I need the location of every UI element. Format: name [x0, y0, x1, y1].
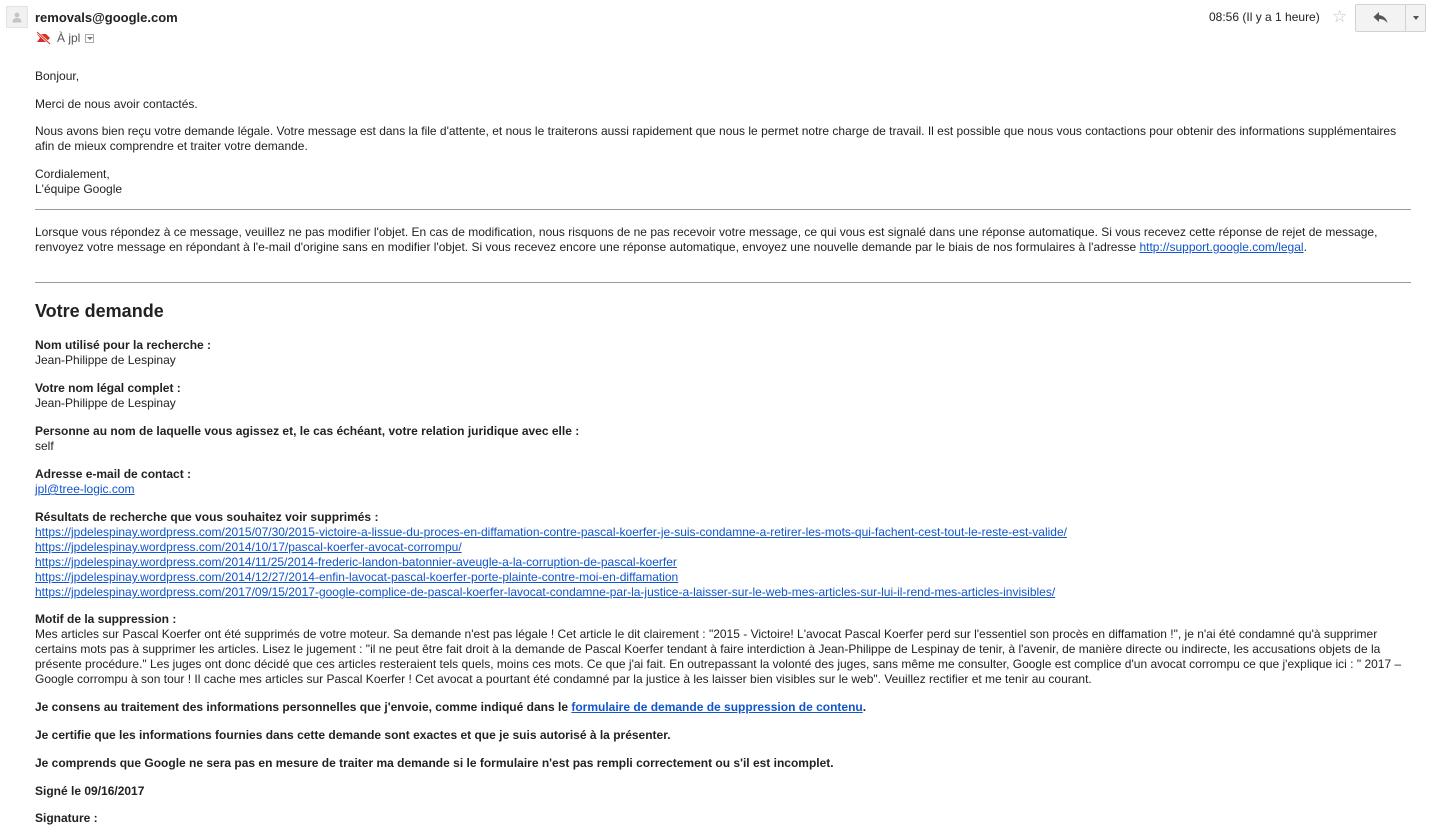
consent-end: .	[862, 700, 867, 714]
recipient-label: À jpl	[57, 31, 81, 45]
field-value: self	[35, 439, 54, 453]
sender-email[interactable]: removals@google.com	[35, 10, 178, 25]
signoff-line: Cordialement,	[35, 167, 110, 181]
signoff	[35, 167, 122, 197]
notice-body: Lorsque vous répondez à ce message, veuillez ne pas modifier l'objet. En cas de modification, nous risquons de ne pas recevoir votre message, ce qui vous est signalé dans une réponse automatique. Si vous recevez cette réponse de rejet de message, renvoyez votre message en répondant à l'e-mail d'origine sans en modifier l'objet. Si vous recevez encore une réponse automatique, envoyez une nouvelle demande par le biais de nos formulaires à l'adresse	[35, 225, 1378, 254]
field-value: Mes articles sur Pascal Koerfer ont été supprimés de votre moteur. Sa demande n'est pas légale ! Cet article le dit clairement : "2015 - Victoire! L'avocat Pascal Koerfer perd sur l'essentiel son procès en diffamation !", je n'ai été condamné qu'à supprimer certains mots pas à supprimer les articles. Lisez le jugement : "il ne peut être fait droit à la demande de Pascal Koerfer tendant à faire interdiction à Jean-Philippe de Lespinay de tenir, à l'avenir, de manière directe ou indirecte, les accusations objets de la présente procédure." Les juges ont donc décidé que ces articles resteraient tels quels, moins ces mots. Ce que j'ai fait. En outrepassant la volonté des juges, sans même me consulter, Google est complice d'un avocat corrompu ce que j'explique ici : " 2017 – Google corrompu à son tour ! Il cache mes articles sur Pascal Koerfer ! Cet avocat a pourtant été condamné par la justice à les laisser bien visibles sur le web". Veuillez rectifier et me tenir au courant.	[35, 627, 1402, 686]
message-time: 08:56 (Il y a 1 heure)	[1209, 10, 1320, 24]
notice-end: .	[1303, 240, 1307, 254]
signoff-team: L'équipe Google	[35, 182, 123, 196]
important-marker-icon[interactable]	[36, 31, 52, 45]
field-value: Jean-Philippe de Lespinay	[35, 353, 176, 367]
result-link[interactable]: https://jpdelespinay.wordpress.com/2014/12/27/2014-enfin-lavocat-pascal-koerfer-porte-plainte-contre-moi-en-diffamation	[35, 570, 679, 584]
certify-statement: Je certifie que les informations fournies dans cette demande sont exactes et que je suis autorisé à la présenter.	[35, 728, 671, 742]
greeting: Bonjour,	[35, 69, 80, 83]
legal-name-field	[35, 381, 1411, 411]
on-behalf-field	[35, 424, 1411, 454]
result-link[interactable]: https://jpdelespinay.wordpress.com/2014/10/17/pascal-koerfer-avocat-corrompu/	[35, 540, 462, 554]
consent-text: Je consens au traitement des informations personnelles que j'envoie, comme indiqué dans le	[35, 700, 572, 714]
more-options-caret-icon[interactable]	[1405, 5, 1426, 31]
result-link[interactable]: https://jpdelespinay.wordpress.com/2014/11/25/2014-frederic-landon-batonnier-aveugle-a-la-corruption-de-pascal-koerfer	[35, 555, 677, 569]
divider	[35, 209, 1411, 210]
reply-icon	[1373, 11, 1388, 24]
consent-statement	[35, 700, 1411, 715]
result-link[interactable]: https://jpdelespinay.wordpress.com/2017/09/15/2017-google-complice-de-pascal-koerfer-lavocat-condamne-par-la-justice-a-laisser-sur-le-web-mes-articles-sur-lui-il-rend-mes-articles-invisibles/	[35, 585, 1056, 599]
understand-statement: Je comprends que Google ne sera pas en mesure de traiter ma demande si le formulaire n'est pas rempli correctement ou s'il est incomplet.	[35, 756, 834, 770]
notice-text	[35, 225, 1411, 255]
search-results-field	[35, 510, 1411, 600]
signed-date: Signé le 09/16/2017	[35, 784, 145, 798]
recipient-line	[36, 30, 94, 46]
thanks-text: Merci de nous avoir contactés.	[35, 97, 198, 111]
field-label: Votre nom légal complet :	[35, 381, 181, 395]
received-text: Nous avons bien reçu votre demande légale. Votre message est dans la file d'attente, et nous le traiterons aussi rapidement que nous le permet notre charge de travail. Il est possible que nous vous contactions pour obtenir des informations supplémentaires afin de mieux comprendre et traiter votre demande.	[35, 124, 1397, 153]
star-icon[interactable]: ☆	[1332, 7, 1348, 26]
search-name-field	[35, 338, 1411, 368]
details-caret-icon[interactable]	[85, 34, 94, 43]
result-link[interactable]: https://jpdelespinay.wordpress.com/2015/07/30/2015-victoire-a-lissue-du-proces-en-diffamation-contre-pascal-koerfer-je-suis-condamne-a-retirer-les-mots-qui-fachent-cest-tout-le-reste-est-valide/	[35, 525, 1067, 539]
contact-email-link[interactable]: jpl@tree-logic.com	[35, 482, 135, 496]
reply-button-group	[1355, 4, 1426, 32]
reason-field	[35, 612, 1411, 687]
field-label: Résultats de recherche que vous souhaitez voir supprimés :	[35, 510, 379, 524]
divider	[35, 282, 1411, 283]
field-label: Motif de la suppression :	[35, 612, 177, 626]
message-header	[0, 0, 1434, 60]
removal-form-link[interactable]: formulaire de demande de suppression de contenu	[571, 700, 863, 714]
field-label: Adresse e-mail de contact :	[35, 467, 192, 481]
support-legal-link[interactable]: http://support.google.com/legal	[1139, 240, 1304, 254]
signature-label: Signature :	[35, 811, 98, 825]
section-title: Votre demande	[35, 301, 164, 321]
field-value: Jean-Philippe de Lespinay	[35, 396, 176, 410]
contact-email-field	[35, 467, 1411, 497]
avatar-icon[interactable]	[6, 6, 28, 28]
reply-button[interactable]	[1356, 5, 1405, 31]
field-label: Nom utilisé pour la recherche :	[35, 338, 212, 352]
field-label: Personne au nom de laquelle vous agissez et, le cas échéant, votre relation juridique avec elle :	[35, 424, 580, 438]
